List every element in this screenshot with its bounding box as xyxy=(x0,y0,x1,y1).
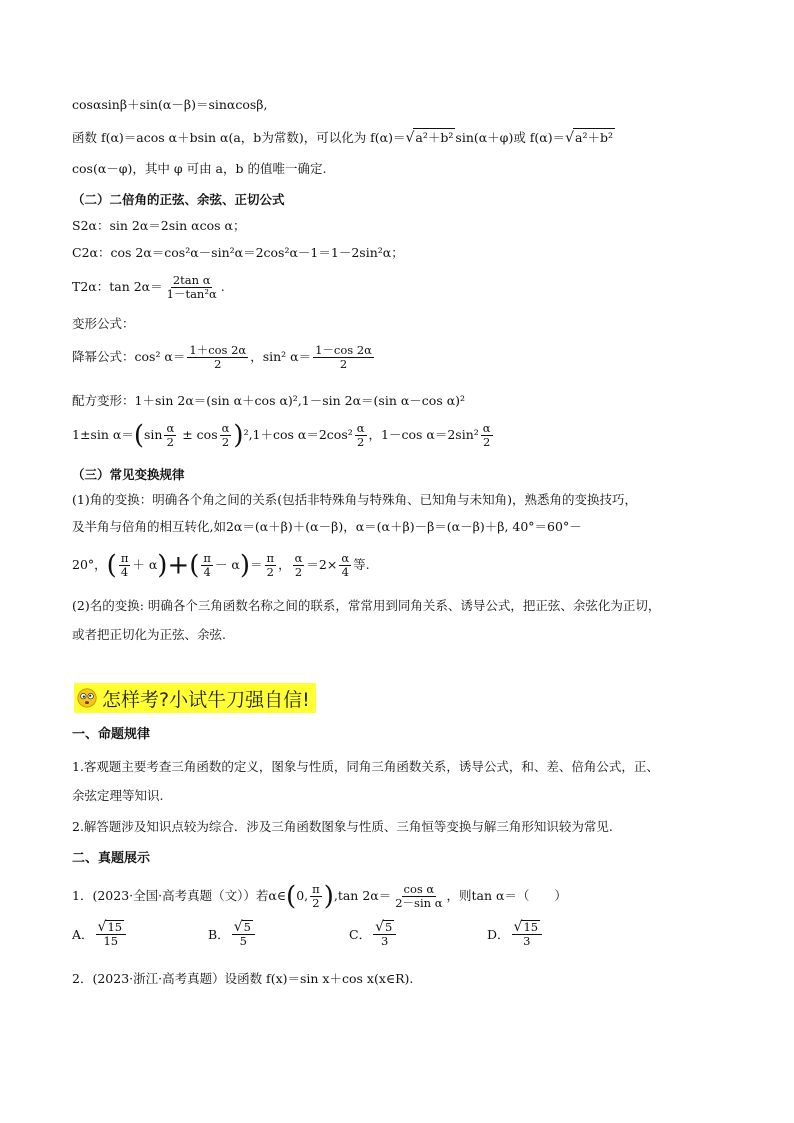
pi-over-4-a xyxy=(119,552,131,579)
option-d-num xyxy=(512,920,543,935)
paren-close: ) xyxy=(323,881,334,912)
two-den-d: 2 xyxy=(294,565,303,579)
name-transform-line-2: 或者把正切化为正弦、余弦. xyxy=(72,627,226,642)
jiangmi-fraction-2 xyxy=(313,344,374,371)
formula-line-1: cosαsinβ＋sin(α－β)＝sinαcosβ, xyxy=(72,97,268,112)
option-a-den: 15 xyxy=(103,934,119,948)
half-a: 1±sin α＝ xyxy=(72,427,134,442)
paren-open: +( xyxy=(167,550,200,581)
question-1 xyxy=(72,883,567,910)
half-sin: sin xyxy=(143,427,163,442)
jiangmi-fraction-1 xyxy=(187,344,248,371)
deng: 等. xyxy=(353,557,370,572)
minus-alpha: － α xyxy=(214,557,240,572)
confused-face-icon xyxy=(76,687,98,709)
sqrt-icon: √ xyxy=(565,130,575,146)
option-b[interactable] xyxy=(208,920,257,948)
option-c-num xyxy=(373,920,396,935)
auxiliary-angle-formula-cont: cos(α－φ)，其中 φ 可由 a，b 的值唯一确定. xyxy=(72,161,327,176)
half-frac-3-num: α xyxy=(356,421,365,435)
l3-a: 20°， xyxy=(72,557,107,572)
banner-text: 怎样考?小试牛刀强自信! xyxy=(102,688,310,711)
pi-over-4-b xyxy=(201,552,213,579)
option-d[interactable] xyxy=(487,920,544,948)
rule-item-2: 2.解答题涉及知识点较为综合．涉及三角函数图象与性质、三角恒等变换与解三角形知识较为常见. xyxy=(72,819,613,834)
jiangmi-mid: ，sin² α＝ xyxy=(250,349,312,364)
paren-close: ) xyxy=(157,550,168,581)
t2a-suffix: . xyxy=(220,279,225,294)
half-b: ²,1＋cos α＝2cos² xyxy=(243,427,353,442)
jiangmi-den2: 2 xyxy=(339,357,348,371)
jiangmi-den1: 2 xyxy=(214,357,222,371)
option-a-num xyxy=(96,920,127,935)
half-angle-formula xyxy=(72,422,495,449)
aux-sqrt-2: a²＋b² xyxy=(575,130,614,145)
alpha-over-4 xyxy=(339,552,351,579)
q1-tan: ,tan 2α＝ xyxy=(333,888,392,903)
angle-transform-line-1: (1)角的变换：明确各个角之间的关系(包括非特殊角与特殊角、已知角与未知角)，熟悉角的变换技巧， xyxy=(72,492,637,507)
paren-close: ) xyxy=(233,420,244,451)
pi-over-2 xyxy=(265,552,277,579)
half-frac-1-den: 2 xyxy=(166,435,174,449)
option-d-value xyxy=(512,920,543,948)
half-frac-4 xyxy=(481,422,493,449)
q1-pi-over-2 xyxy=(310,883,322,910)
part-1-title: 一、命题规律 xyxy=(72,727,151,742)
pi-num-a: π xyxy=(120,551,129,565)
half-frac-4-num: α xyxy=(482,421,491,435)
t2a-prefix: T2α：tan 2α＝ xyxy=(72,279,163,294)
option-b-den: 5 xyxy=(239,934,247,948)
angle-transform-line-2: 及半角与倍角的相互转化,如2α＝(α＋β)＋(α－β)，α＝(α＋β)－β＝(α－β)＋β, 40°＝60°－ xyxy=(72,519,582,534)
alpha-num-e: α xyxy=(341,551,350,565)
option-a-value xyxy=(96,920,127,948)
pi-num-b: π xyxy=(203,551,211,565)
q1-den: 2－sin α xyxy=(395,896,443,910)
four-den-a: 4 xyxy=(120,565,129,579)
section-2-title: （二）二倍角的正弦、余弦、正切公式 xyxy=(72,192,285,207)
c2a-formula: C2α：cos 2α＝cos²α－sin²α＝2cos²α－1＝1－2sin²α； xyxy=(72,245,404,260)
sqrt-icon: √ xyxy=(513,919,523,935)
sqrt-icon: √ xyxy=(233,919,243,935)
q1-two: 2 xyxy=(312,896,320,910)
t2a-fraction xyxy=(165,274,219,301)
option-b-num xyxy=(232,920,255,935)
four-den-e: 4 xyxy=(341,565,349,579)
sqrt-icon: √ xyxy=(97,919,107,935)
half-pm: ± xyxy=(182,427,193,442)
option-d-rad: 15 xyxy=(523,920,539,934)
question-2: 2．(2023·浙江·高考真题）设函数 f(x)＝sin x＋cos x(x∈R). xyxy=(72,971,414,986)
equals: ＝ xyxy=(250,557,263,572)
sqrt-icon: √ xyxy=(375,919,384,935)
square-completion-formula: 配方变形：1＋sin 2α＝(sin α＋cos α)²,1－sin 2α＝(sin α－cos α)² xyxy=(72,393,466,408)
option-c-value xyxy=(373,920,396,948)
q1-in: α∈ xyxy=(268,888,287,903)
bianxing-label: 变形公式： xyxy=(72,316,135,331)
section-3-title: （三）常见变换规律 xyxy=(72,467,185,482)
s2a-formula: S2α：sin 2α＝2sin αcos α； xyxy=(72,218,246,233)
power-reduction-formula xyxy=(72,344,376,371)
half-c: ，1－cos α＝2sin² xyxy=(368,427,479,442)
paren-open: ( xyxy=(286,881,297,912)
auxiliary-angle-formula xyxy=(72,128,615,147)
t2a-num: 2tan α xyxy=(172,273,211,287)
part-2-title: 二、真题展示 xyxy=(72,851,151,866)
rule-item-1-line-1: 1.客观题主要考查三角函数的定义，图象与性质，同角三角函数关系，诱导公式，和、差、倍角公式，正、 xyxy=(72,759,659,774)
angle-transform-line-3 xyxy=(72,552,370,579)
aux-sqrt-1: a²＋b² xyxy=(415,130,454,145)
half-frac-2-den: 2 xyxy=(221,435,230,449)
half-frac-1 xyxy=(164,422,176,449)
plus-alpha: ＋ α xyxy=(132,557,158,572)
alpha-over-2 xyxy=(293,552,305,579)
half-frac-4-den: 2 xyxy=(483,435,491,449)
option-c[interactable] xyxy=(349,920,398,948)
q1-suffix: ，则tan α＝（ ） xyxy=(446,888,567,903)
paren-open: ( xyxy=(106,550,117,581)
aux-text-a: 函数 f(α)＝acos α＋bsin α(a，b为常数)，可以化为 f(α)＝ xyxy=(72,130,406,145)
q1-prefix: 1．(2023·全国·高考真题（文））若 xyxy=(72,888,269,903)
q1-fraction xyxy=(393,883,444,910)
jiangmi-num1: 1＋cos 2α xyxy=(189,343,247,357)
option-c-label: C． xyxy=(349,927,372,942)
option-a-label: A． xyxy=(72,927,94,942)
two-den-c: 2 xyxy=(266,565,274,579)
exam-banner xyxy=(74,683,316,713)
option-a[interactable] xyxy=(72,920,128,948)
sqrt-icon: √ xyxy=(405,130,415,146)
t2a-formula xyxy=(72,274,225,301)
jiangmi-num2: 1－cos 2α xyxy=(315,343,372,357)
option-d-den: 3 xyxy=(523,934,531,948)
q1-interval-0: 0, xyxy=(296,888,309,903)
option-b-label: B． xyxy=(208,927,230,942)
jiangmi-prefix: 降幂公式：cos² α＝ xyxy=(72,349,186,364)
comma: ， xyxy=(278,557,291,572)
option-b-rad: 5 xyxy=(243,920,251,934)
half-frac-1-num: α xyxy=(166,421,175,435)
option-c-rad: 5 xyxy=(385,920,393,934)
q1-pi: π xyxy=(312,882,320,896)
t2a-den: 1－tan²α xyxy=(166,287,217,301)
paren-open: ( xyxy=(133,420,144,451)
rule-item-1-line-2: 余弦定理等知识. xyxy=(72,788,164,803)
paren-close: ) xyxy=(239,550,251,581)
equals-2x: ＝2× xyxy=(306,557,338,572)
option-d-label: D． xyxy=(487,927,510,942)
alpha-num-d: α xyxy=(294,551,303,565)
four-den-b: 4 xyxy=(203,565,211,579)
half-frac-2 xyxy=(220,422,232,449)
option-b-value xyxy=(232,920,255,948)
aux-text-b: sin(α＋φ)或 f(α)＝ xyxy=(455,130,566,145)
half-frac-3 xyxy=(355,422,367,449)
pi-num-c: π xyxy=(266,551,275,565)
name-transform-line-1: (2)名的变换: 明确各个三角函数名称之间的联系，常常用到同角关系、诱导公式，把正弦、余弦化为正切， xyxy=(72,598,661,613)
option-a-rad: 15 xyxy=(107,920,123,934)
option-c-den: 3 xyxy=(381,934,389,948)
q1-num: cos α xyxy=(403,882,435,896)
half-frac-2-num: α xyxy=(221,421,230,435)
half-cos: cos xyxy=(196,427,218,442)
half-frac-3-den: 2 xyxy=(356,435,365,449)
